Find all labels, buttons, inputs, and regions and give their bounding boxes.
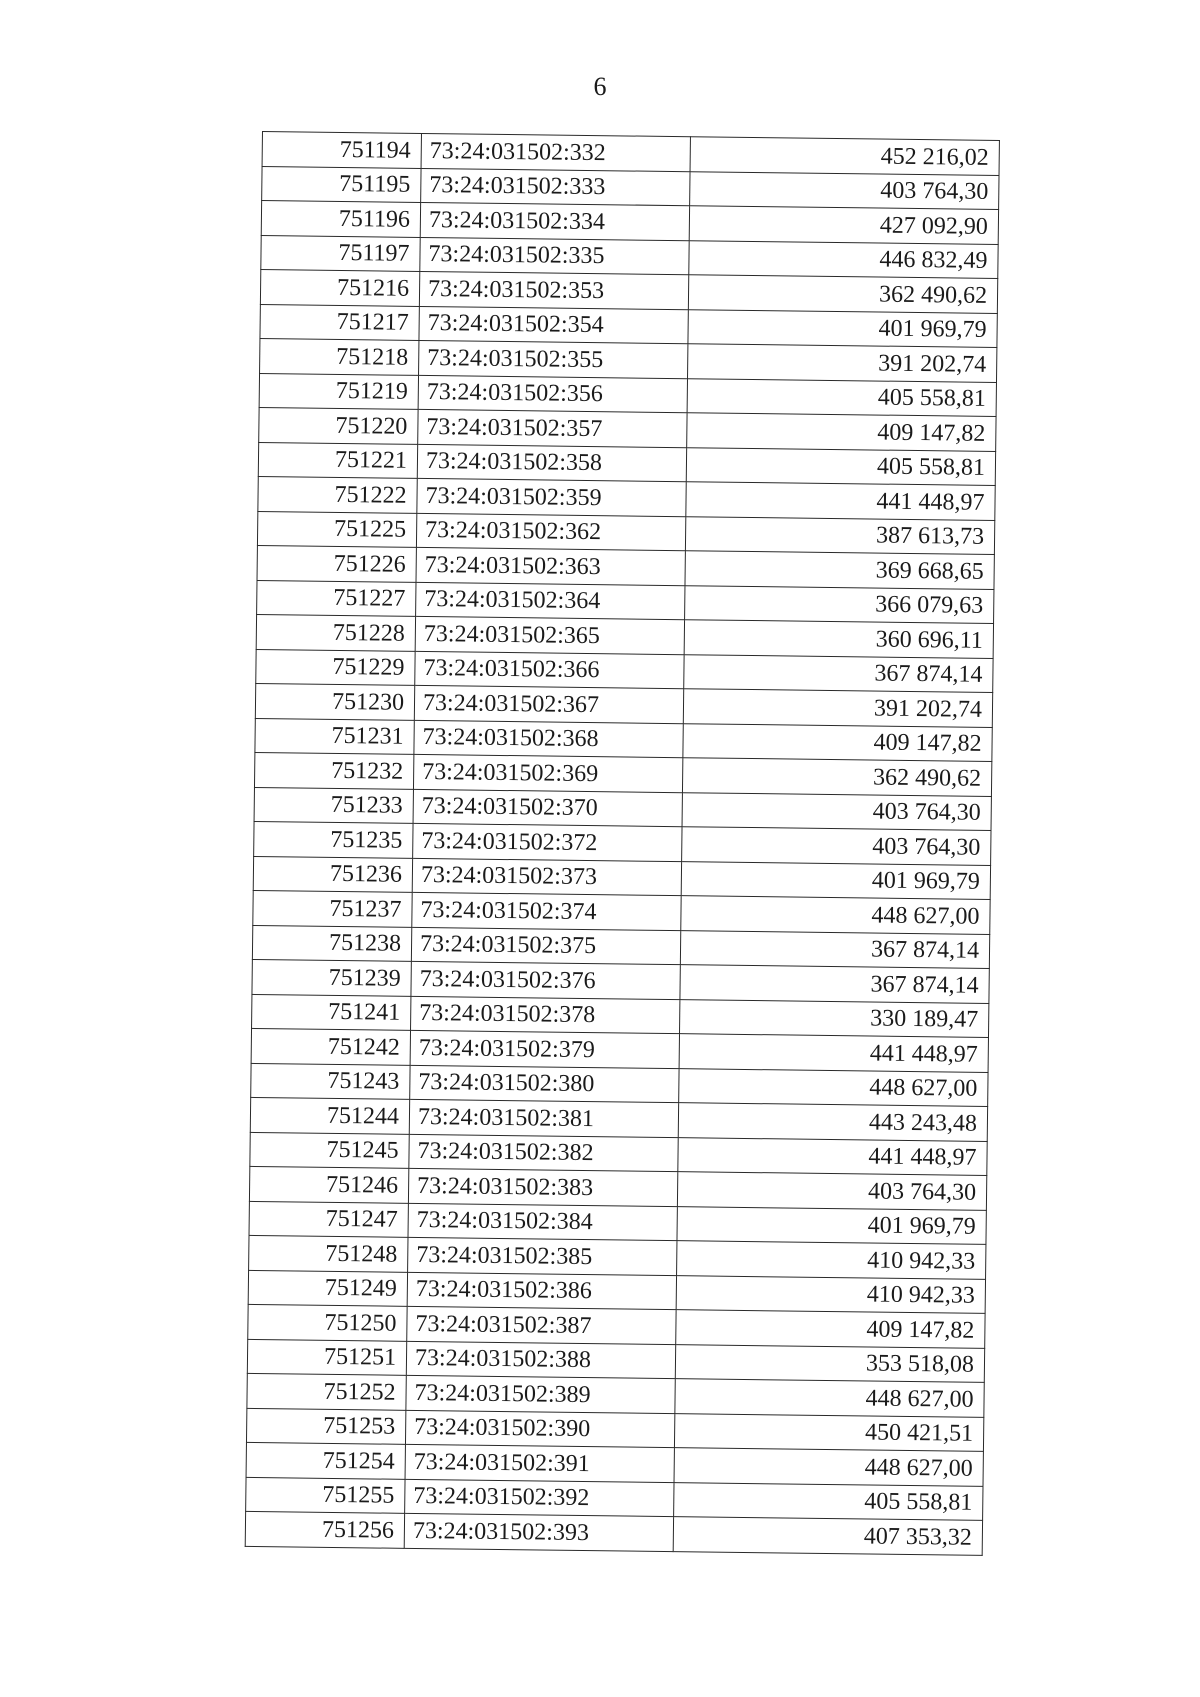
object-id-cell: 751242 [251, 1028, 410, 1064]
object-id-cell: 751222 [258, 476, 417, 512]
cadastral-number-cell: 73:24:031502:358 [417, 444, 686, 482]
object-id-cell: 751256 [245, 1511, 404, 1547]
cadastral-value-cell: 403 764,30 [690, 171, 999, 209]
cadastral-number-cell: 73:24:031502:370 [413, 789, 682, 827]
cadastral-value-cell: 448 627,00 [675, 1379, 984, 1417]
object-id-cell: 751197 [261, 235, 420, 271]
cadastral-number-cell: 73:24:031502:391 [405, 1444, 674, 1482]
page-number: 6 [593, 72, 607, 101]
object-id-cell: 751244 [250, 1097, 409, 1133]
cadastral-number-cell: 73:24:031502:332 [421, 133, 690, 171]
cadastral-number-cell: 73:24:031502:383 [408, 1168, 677, 1206]
cadastral-number-cell: 73:24:031502:374 [412, 892, 681, 930]
object-id-cell: 751253 [246, 1408, 405, 1444]
cadastral-number-cell: 73:24:031502:375 [411, 927, 680, 965]
object-id-cell: 751219 [259, 373, 418, 409]
cadastral-value-cell: 366 079,63 [685, 585, 994, 623]
cadastral-value-cell: 441 448,97 [686, 482, 995, 520]
cadastral-number-cell: 73:24:031502:385 [408, 1237, 677, 1275]
cadastral-value-cell: 369 668,65 [685, 551, 994, 589]
cadastral-value-cell: 401 969,79 [681, 861, 990, 899]
object-id-cell: 751196 [261, 201, 420, 237]
cadastral-number-cell: 73:24:031502:367 [414, 685, 683, 723]
cadastral-value-table [245, 131, 1000, 1555]
cadastral-value-cell: 441 448,97 [679, 1034, 988, 1072]
object-id-cell: 751241 [252, 994, 411, 1030]
object-id-cell: 751255 [246, 1477, 405, 1513]
object-id-cell: 751239 [252, 959, 411, 995]
object-id-cell: 751194 [262, 132, 421, 168]
cadastral-value-cell: 443 243,48 [678, 1103, 987, 1141]
object-id-cell: 751233 [254, 787, 413, 823]
cadastral-number-cell: 73:24:031502:372 [413, 823, 682, 861]
object-id-cell: 751243 [251, 1063, 410, 1099]
cadastral-value-cell: 367 874,14 [684, 654, 993, 692]
cadastral-number-cell: 73:24:031502:368 [414, 720, 683, 758]
cadastral-value-cell: 410 942,33 [677, 1241, 986, 1279]
object-id-cell: 751232 [254, 752, 413, 788]
object-id-cell: 751245 [250, 1132, 409, 1168]
cadastral-value-cell: 448 627,00 [679, 1068, 988, 1106]
cadastral-value-cell: 367 874,14 [680, 930, 989, 968]
cadastral-number-cell: 73:24:031502:382 [409, 1134, 678, 1172]
object-id-cell: 751252 [247, 1373, 406, 1409]
cadastral-value-cell: 362 490,62 [688, 275, 997, 313]
cadastral-number-cell: 73:24:031502:333 [421, 168, 690, 206]
object-id-cell: 751225 [257, 511, 416, 547]
cadastral-number-cell: 73:24:031502:335 [420, 237, 689, 275]
cadastral-value-cell: 367 874,14 [680, 965, 989, 1003]
cadastral-value-cell: 391 202,74 [683, 689, 992, 727]
cadastral-number-cell: 73:24:031502:334 [420, 202, 689, 240]
cadastral-value-cell: 427 092,90 [689, 206, 998, 244]
cadastral-value-cell: 448 627,00 [681, 896, 990, 934]
cadastral-value-cell: 441 448,97 [678, 1137, 987, 1175]
cadastral-number-cell: 73:24:031502:355 [419, 340, 688, 378]
cadastral-number-cell: 73:24:031502:362 [416, 513, 685, 551]
cadastral-value-cell: 446 832,49 [689, 240, 998, 278]
object-id-cell: 751235 [254, 821, 413, 857]
cadastral-value-cell: 387 613,73 [685, 516, 994, 554]
cadastral-value-cell: 407 353,32 [673, 1517, 982, 1555]
cadastral-number-cell: 73:24:031502:390 [405, 1410, 674, 1448]
cadastral-number-cell: 73:24:031502:388 [406, 1341, 675, 1379]
cadastral-number-cell: 73:24:031502:357 [418, 409, 687, 447]
cadastral-number-cell: 73:24:031502:354 [419, 306, 688, 344]
object-id-cell: 751220 [259, 407, 418, 443]
cadastral-number-cell: 73:24:031502:376 [411, 961, 680, 999]
object-id-cell: 751237 [253, 890, 412, 926]
object-id-cell: 751231 [255, 718, 414, 754]
cadastral-number-cell: 73:24:031502:366 [415, 651, 684, 689]
cadastral-value-cell: 405 558,81 [686, 447, 995, 485]
object-id-cell: 751236 [253, 856, 412, 892]
cadastral-number-cell: 73:24:031502:387 [407, 1306, 676, 1344]
cadastral-value-cell: 410 942,33 [676, 1275, 985, 1313]
cadastral-number-cell: 73:24:031502:378 [411, 996, 680, 1034]
cadastral-number-cell: 73:24:031502:393 [404, 1513, 673, 1551]
object-id-cell: 751246 [249, 1166, 408, 1202]
cadastral-value-cell: 403 764,30 [682, 792, 991, 830]
cadastral-number-cell: 73:24:031502:381 [409, 1099, 678, 1137]
object-id-cell: 751247 [249, 1201, 408, 1237]
table-body [245, 132, 999, 1555]
cadastral-value-cell: 391 202,74 [688, 344, 997, 382]
cadastral-value-cell: 403 764,30 [677, 1172, 986, 1210]
cadastral-value-cell: 401 969,79 [688, 309, 997, 347]
object-id-cell: 751238 [252, 925, 411, 961]
cadastral-value-cell: 330 189,47 [680, 999, 989, 1037]
cadastral-number-cell: 73:24:031502:353 [419, 271, 688, 309]
cadastral-number-cell: 73:24:031502:359 [417, 478, 686, 516]
object-id-cell: 751195 [262, 166, 421, 202]
cadastral-value-cell: 448 627,00 [674, 1448, 983, 1486]
object-id-cell: 751226 [257, 545, 416, 581]
cadastral-value-cell: 409 147,82 [687, 413, 996, 451]
cadastral-number-cell: 73:24:031502:364 [416, 582, 685, 620]
cadastral-value-cell: 405 558,81 [687, 378, 996, 416]
object-id-cell: 751251 [247, 1339, 406, 1375]
cadastral-number-cell: 73:24:031502:365 [415, 616, 684, 654]
cadastral-number-cell: 73:24:031502:373 [412, 858, 681, 896]
cadastral-value-cell: 452 216,02 [690, 137, 999, 175]
object-id-cell: 751230 [255, 683, 414, 719]
cadastral-number-cell: 73:24:031502:379 [410, 1030, 679, 1068]
cadastral-number-cell: 73:24:031502:386 [407, 1272, 676, 1310]
cadastral-value-cell: 362 490,62 [682, 758, 991, 796]
object-id-cell: 751250 [248, 1304, 407, 1340]
cadastral-number-cell: 73:24:031502:380 [410, 1065, 679, 1103]
object-id-cell: 751218 [260, 338, 419, 374]
object-id-cell: 751228 [256, 614, 415, 650]
object-id-cell: 751227 [257, 580, 416, 616]
cadastral-value-cell: 409 147,82 [676, 1310, 985, 1348]
object-id-cell: 751249 [248, 1270, 407, 1306]
object-id-cell: 751221 [258, 442, 417, 478]
cadastral-number-cell: 73:24:031502:369 [413, 754, 682, 792]
cadastral-value-cell: 450 421,51 [674, 1413, 983, 1451]
cadastral-number-cell: 73:24:031502:389 [406, 1375, 675, 1413]
object-id-cell: 751229 [256, 649, 415, 685]
cadastral-value-cell: 360 696,11 [684, 620, 993, 658]
cadastral-number-cell: 73:24:031502:384 [408, 1203, 677, 1241]
cadastral-number-cell: 73:24:031502:392 [405, 1479, 674, 1517]
cadastral-value-cell: 401 969,79 [677, 1206, 986, 1244]
cadastral-value-cell: 403 764,30 [682, 827, 991, 865]
object-id-cell: 751254 [246, 1442, 405, 1478]
cadastral-value-cell: 353 518,08 [675, 1344, 984, 1382]
object-id-cell: 751216 [260, 269, 419, 305]
object-id-cell: 751217 [260, 304, 419, 340]
cadastral-number-cell: 73:24:031502:363 [416, 547, 685, 585]
cadastral-value-cell: 405 558,81 [674, 1482, 983, 1520]
cadastral-number-cell: 73:24:031502:356 [418, 375, 687, 413]
cadastral-value-cell: 409 147,82 [683, 723, 992, 761]
object-id-cell: 751248 [249, 1235, 408, 1271]
